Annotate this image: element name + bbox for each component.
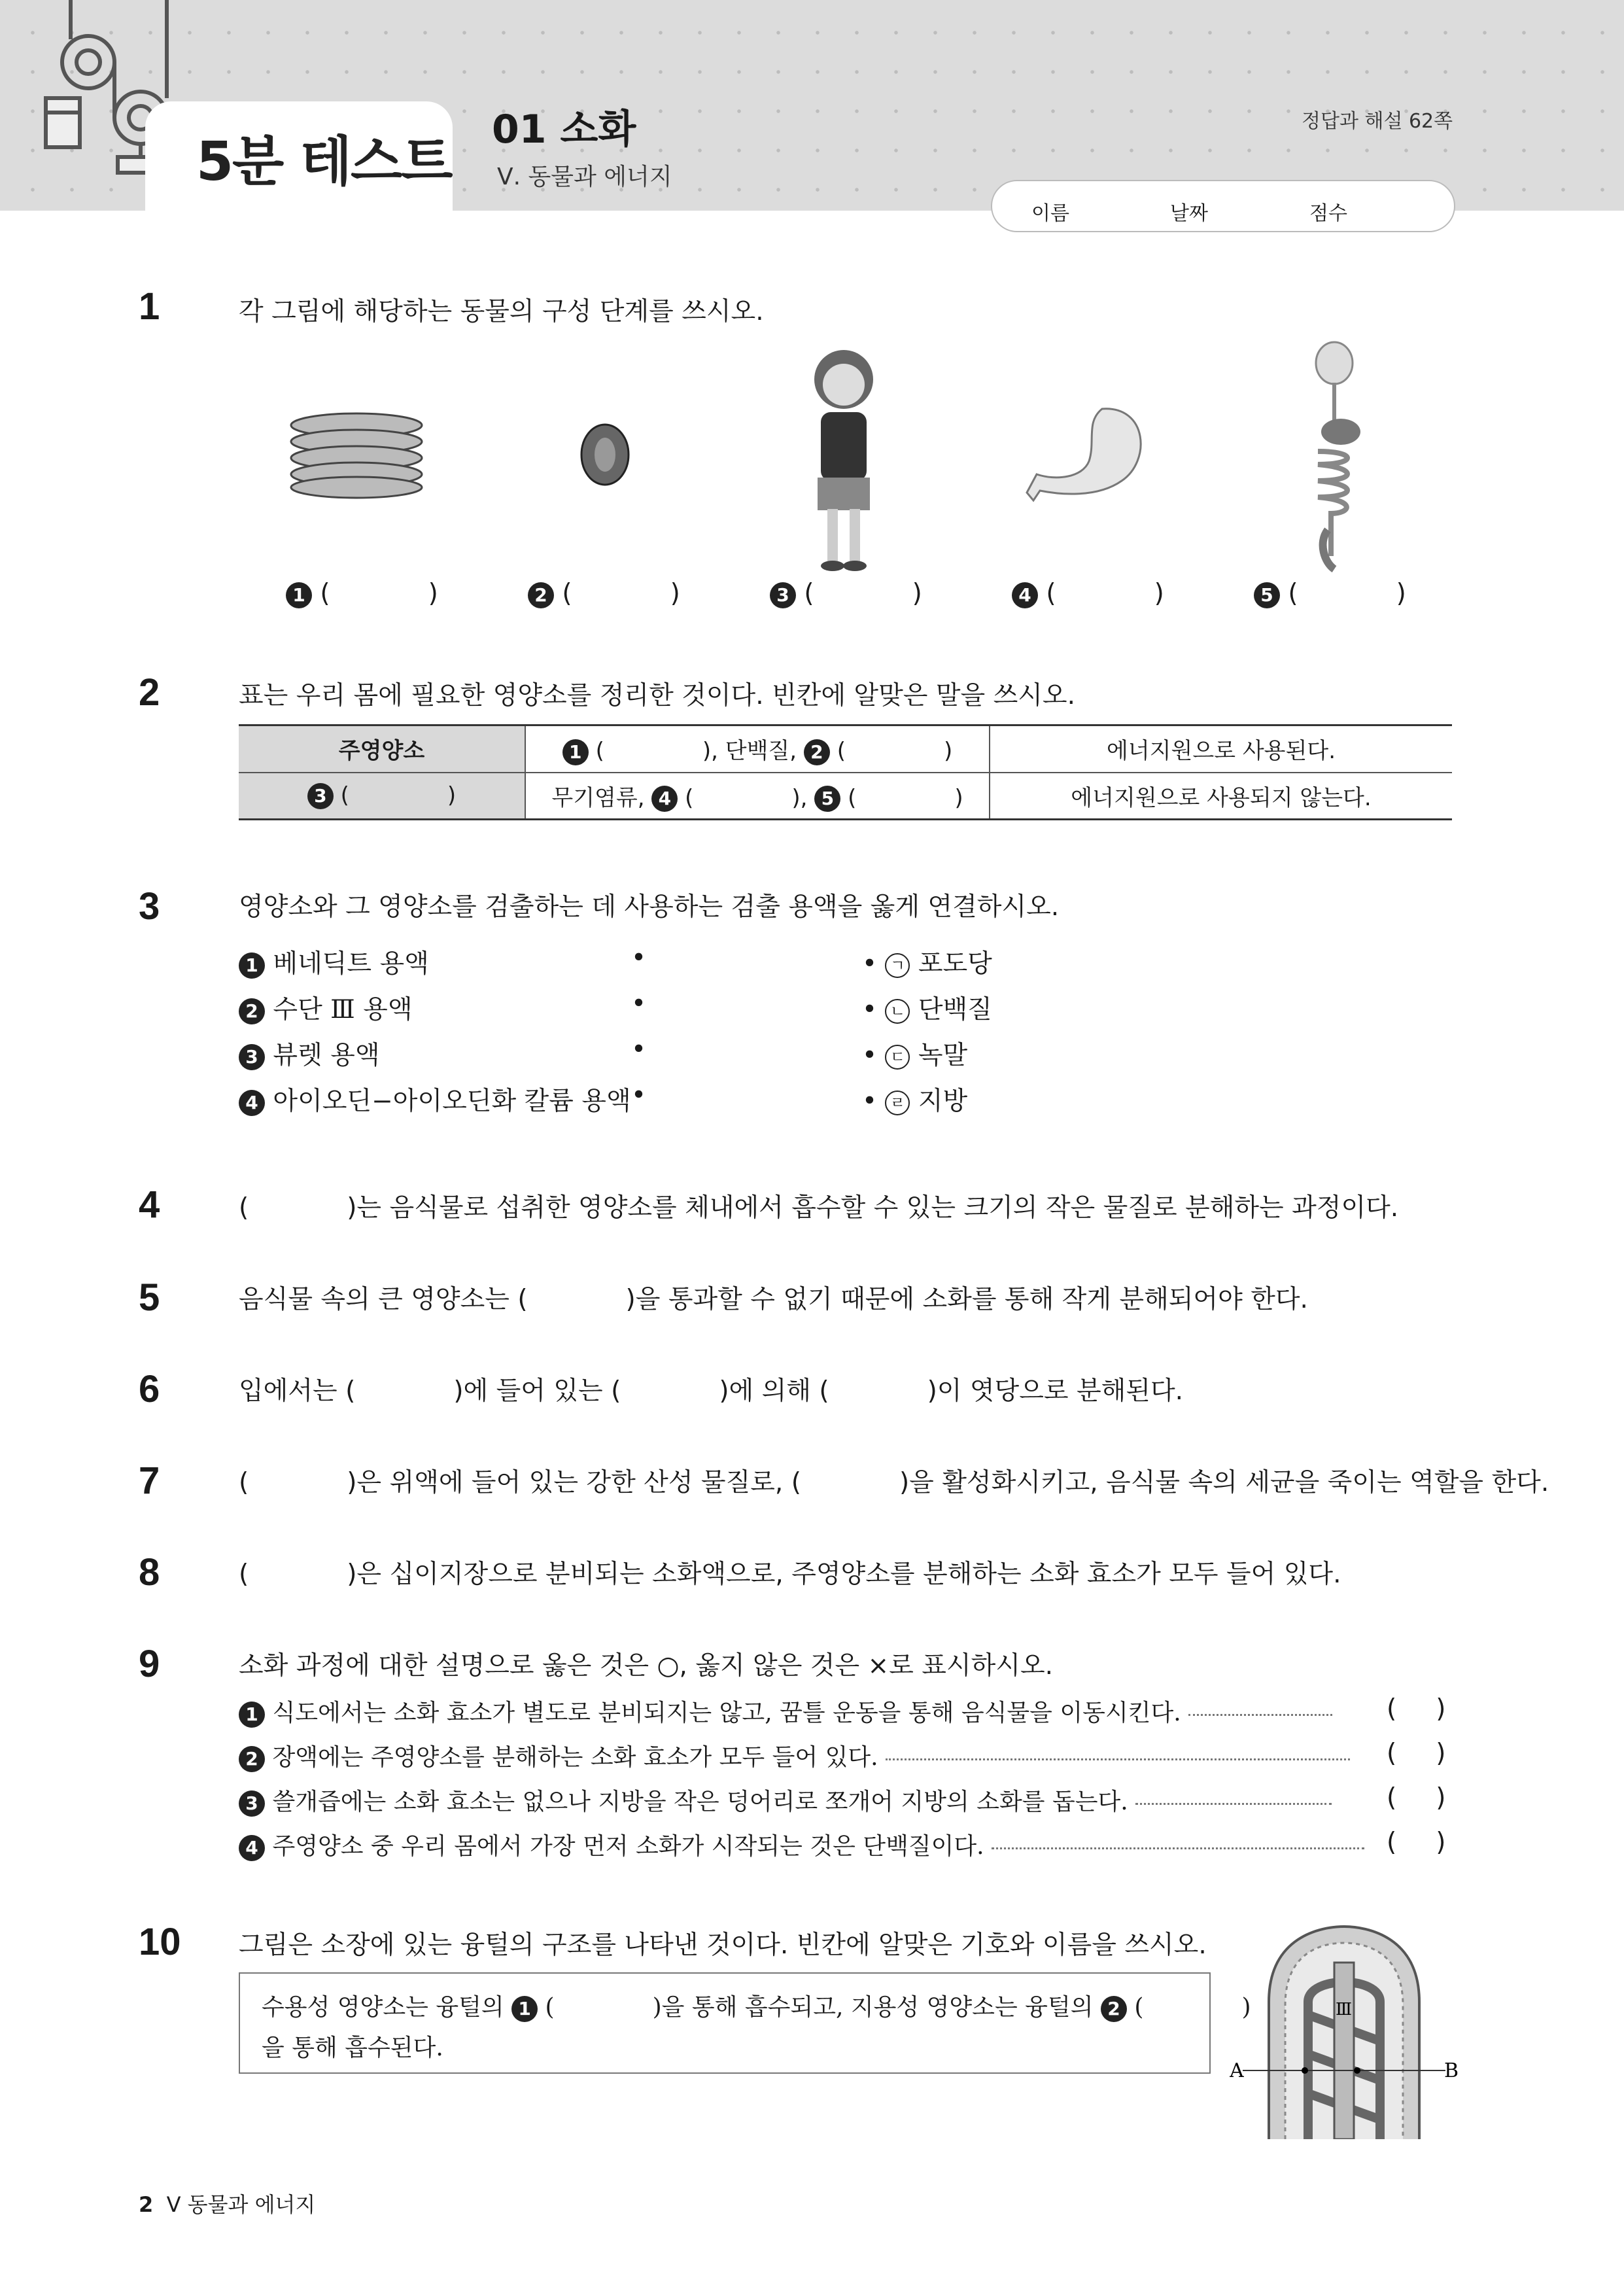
question-text: ( )은 위액에 들어 있는 강한 산성 물질로, ( )을 활성화시키고, 음식물 속의 세균을 죽이는 역할을 한다. [239,1468,1549,1497]
question-number: 10 [139,1921,181,1963]
answer-reference: 정답과 해설 62쪽 [1302,110,1453,133]
statement-3: 3 쓸개즙에는 소화 효소는 없으나 지방을 작은 덩어리로 쪼개어 지방의 소화를 돕는다. [239,1783,1332,1817]
question-text: 영양소와 그 영양소를 검출하는 데 사용하는 검출 용액을 옳게 연결하시오. [239,892,1060,922]
blank-1[interactable]: 1 ( ) [286,579,438,608]
left-item-2: 2 수단 Ⅲ 용액 [239,989,413,1026]
question-text: ( )는 음식물로 섭취한 영양소를 체내에서 흡수할 수 있는 크기의 작은 물질로 분해하는 과정이다. [239,1193,1399,1223]
left-dot[interactable]: • [631,1035,647,1064]
left-item-3: 3 뷰렛 용액 [239,1035,380,1072]
question-number: 1 [139,285,160,328]
question-number: 6 [139,1368,160,1410]
blank-3[interactable]: 3 ( ) [770,579,922,608]
blank-5[interactable]: 5 ( ) [1254,579,1406,608]
left-dot[interactable]: • [631,1081,647,1110]
answer-blank[interactable]: ( ) [1387,1828,1446,1857]
unit-subtitle: Ⅴ. 동물과 에너지 [497,164,672,190]
blank-2[interactable]: 2 ( ) [528,579,680,608]
question-number: 2 [139,671,160,714]
table-cell: 주영양소 [239,725,525,773]
question-text: 음식물 속의 큰 영양소는 ( )을 통과할 수 없기 때문에 소화를 통해 작게 분해되어야 한다. [239,1285,1308,1314]
page-footer: 2 Ⅴ 동물과 에너지 [139,2192,316,2217]
date-label: 날짜 [1170,202,1208,225]
table-cell[interactable]: 1 ( ), 단백질, 2 ( ) [525,725,990,773]
name-date-score-box [991,180,1455,232]
statement-1: 1 식도에서는 소화 효소가 별도로 분비되지는 않고, 꿈틀 운동을 통해 음식물을 이동시킨다. [239,1694,1332,1728]
diagram-roman: Ⅲ [1336,2000,1353,2019]
fill-in-line-1[interactable]: 수용성 영양소는 융털의 1 ( )을 통해 흡수되고, 지용성 영양소는 융털의 2 ( ) [262,1994,1251,2021]
answer-blank[interactable]: ( ) [1387,1783,1446,1813]
statement-2: 2 장액에는 주영양소를 분해하는 소화 효소가 모두 들어 있다. [239,1739,1350,1772]
nutrient-table [239,724,1452,820]
table-cell[interactable]: 무기염류, 4 ( ), 5 ( ) [525,773,990,820]
unit-title: 01 소화 [492,107,636,152]
question-text: ( )은 십이지장으로 분비되는 소화액으로, 주영양소를 분해하는 소화 효소가 모두 들어 있다. [239,1560,1341,1589]
muscle-tissue-icon [281,406,432,504]
student-figure-icon [795,340,893,576]
table-cell[interactable]: 3 ( ) [239,773,525,820]
digestive-system-icon [1298,340,1377,576]
question-number: 4 [139,1183,160,1226]
question-number: 8 [139,1551,160,1594]
right-item-1[interactable]: • ㄱ 포도당 [862,949,992,979]
stomach-icon [1024,402,1154,507]
diagram-label-a: A [1230,2059,1244,2082]
question-text: 그림은 소장에 있는 융털의 구조를 나타낸 것이다. 빈칸에 알맞은 기호와 이름을 쓰시오. [239,1930,1207,1960]
fill-in-line-2: 을 통해 흡수된다. [262,2034,443,2061]
answer-blank[interactable]: ( ) [1387,1694,1446,1724]
blank-4[interactable]: 4 ( ) [1012,579,1164,608]
villus-diagram [1230,1923,1459,2139]
table-cell: 에너지원으로 사용되지 않는다. [990,773,1452,820]
left-item-1: 1 베네딕트 용액 [239,943,429,980]
question-text: 입에서는 ( )에 들어 있는 ( )에 의해 ( )이 엿당으로 분해된다. [239,1376,1184,1406]
diagram-label-b: B [1444,2059,1459,2082]
left-dot[interactable]: • [631,943,647,973]
table-row [239,773,1452,820]
score-label: 점수 [1309,202,1347,225]
question-text: 각 그림에 해당하는 동물의 구성 단계를 쓰시오. [239,297,764,326]
answer-blank[interactable]: ( ) [1387,1739,1446,1768]
question-text: 소화 과정에 대한 설명으로 옳은 것은 ○, 옳지 않은 것은 ×로 표시하시오. [239,1651,1054,1681]
table-row [239,725,1452,773]
question-text: 표는 우리 몸에 필요한 영양소를 정리한 것이다. 빈칸에 알맞은 말을 쓰시오. [239,681,1075,710]
question-number: 3 [139,885,160,928]
test-badge: 5분 테스트 [196,131,452,193]
left-item-4: 4 아이오딘−아이오딘화 칼륨 용액 [239,1081,631,1117]
question-number: 5 [139,1276,160,1319]
right-item-4[interactable]: • ㄹ 지방 [862,1087,968,1116]
name-label: 이름 [1031,202,1069,225]
statement-4: 4 주영양소 중 우리 몸에서 가장 먼저 소화가 시작되는 것은 단백질이다. [239,1828,1364,1861]
right-item-3[interactable]: • ㄷ 녹말 [862,1041,968,1070]
right-item-2[interactable]: • ㄴ 단백질 [862,995,992,1024]
question-number: 9 [139,1643,160,1685]
left-dot[interactable]: • [631,989,647,1019]
question-number: 7 [139,1459,160,1502]
cell-icon [576,419,634,491]
table-cell: 에너지원으로 사용된다. [990,725,1452,773]
